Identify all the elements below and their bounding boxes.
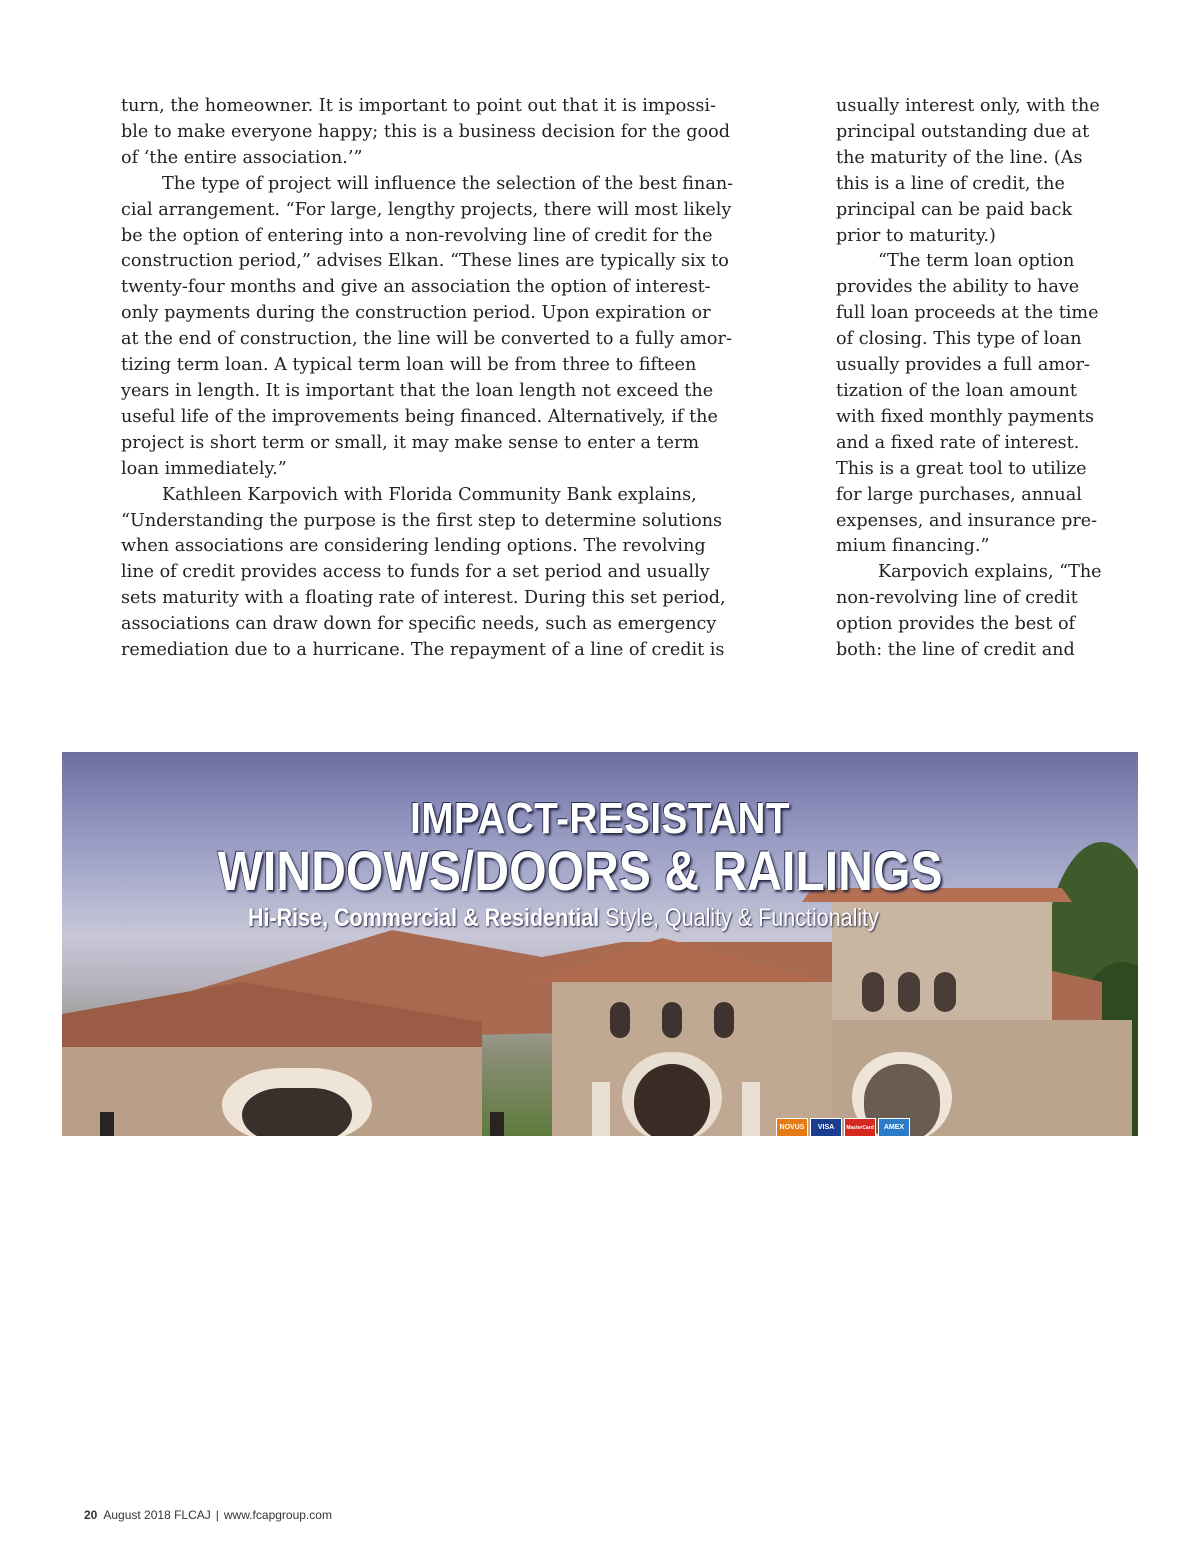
article-paragraph: [836, 249, 1126, 560]
card-novus-icon: NOVUS: [776, 1118, 808, 1136]
article-paragraph: [121, 94, 756, 172]
article-line: mium financing.”: [836, 536, 990, 557]
article-line: this is a line of credit, the: [836, 173, 1065, 194]
article-line: project is short term or small, it may make sense to enter a term: [121, 432, 700, 453]
article-line: of closing. This type of loan: [836, 329, 1082, 350]
article-line: option provides the best of: [836, 614, 1076, 635]
article-line: prior to maturity.): [836, 225, 996, 246]
article-line: with fixed monthly payments: [836, 406, 1094, 427]
article-line: principal outstanding due at: [836, 121, 1090, 142]
article-line: full loan proceeds at the time: [836, 303, 1099, 324]
article-line: principal can be paid back: [836, 199, 1073, 220]
article-line: remediation due to a hurricane. The repayment of a line of credit is: [121, 640, 725, 661]
article-paragraph: [836, 94, 1126, 249]
article-line: This is a great tool to utilize: [836, 458, 1087, 479]
article-line: sets maturity with a floating rate of interest. During this set period,: [121, 588, 726, 609]
ad-subheadline-bold: Hi-Rise, Commercial & Residential: [248, 904, 600, 932]
card-mastercard-icon: MasterCard: [844, 1118, 876, 1136]
article-line: expenses, and insurance pre-: [836, 510, 1098, 531]
article-line: loan immediately.”: [121, 458, 287, 479]
article-left-column: [121, 94, 756, 664]
footer-website-link[interactable]: www.fcapgroup.com: [223, 1508, 332, 1522]
ad-headline-2: WINDOWS/DOORS & RAILINGS: [217, 839, 943, 902]
article-line: at the end of construction, the line will be converted to a fully amor-: [121, 329, 732, 350]
footer-separator: |: [215, 1508, 219, 1522]
article-line: both: the line of credit and: [836, 640, 1075, 661]
page-number: 20: [84, 1508, 98, 1522]
article-line: “Understanding the purpose is the first step to determine solutions: [121, 510, 723, 531]
article-paragraph: [121, 483, 756, 664]
article-line: provides the ability to have: [836, 277, 1080, 298]
article-line: Kathleen Karpovich with Florida Community Bank explains,: [162, 484, 697, 505]
article-line: usually provides a full amor-: [836, 355, 1090, 376]
article-line: line of credit provides access to funds for a set period and usually: [121, 562, 710, 583]
article-line: years in length. It is important that the loan length not exceed the: [121, 380, 714, 401]
article-line: twenty-four months and give an association the option of interest-: [121, 277, 711, 298]
article-paragraph: [836, 560, 1126, 664]
article-line: usually interest only, with the: [836, 96, 1100, 116]
article-line: and a fixed rate of interest.: [836, 432, 1080, 453]
article-line: when associations are considering lending options. The revolving: [121, 536, 706, 557]
article-line: cial arrangement. “For large, lengthy projects, there will most likely: [121, 199, 732, 220]
ad-headline-1: IMPACT-RESISTANT: [410, 794, 790, 843]
card-visa-icon: VISA: [810, 1118, 842, 1136]
article-line: tization of the loan amount: [836, 380, 1077, 401]
article-line: associations can draw down for specific needs, such as emergency: [121, 614, 717, 635]
ad-subheadline: [248, 904, 879, 933]
article-line: turn, the homeowner. It is important to point out that it is impossi-: [121, 96, 716, 116]
page-footer: [84, 1508, 332, 1522]
article-line: of ‘the entire association.’”: [121, 147, 363, 168]
article-line: “The term loan option: [878, 251, 1075, 272]
article-line: Karpovich explains, “The: [878, 562, 1102, 583]
article-line: construction period,” advises Elkan. “These lines are typically six to: [121, 251, 729, 272]
article-line: tizing term loan. A typical term loan will be from three to fifteen: [121, 355, 697, 376]
advertisement: [62, 752, 1138, 1136]
article-line: The type of project will influence the selection of the best finan-: [162, 173, 734, 194]
article-line: useful life of the improvements being financed. Alternatively, if the: [121, 406, 718, 427]
article-line: non-revolving line of credit: [836, 588, 1078, 609]
article-line: for large purchases, annual: [836, 484, 1082, 505]
card-amex-icon: AMEX: [878, 1118, 910, 1136]
article-line: be the option of entering into a non-revolving line of credit for the: [121, 225, 713, 246]
footer-issue: August 2018 FLCAJ: [103, 1508, 211, 1522]
ad-subheadline-rest: Style, Quality & Functionality: [599, 904, 879, 932]
article-line: only payments during the construction period. Upon expiration or: [121, 303, 711, 324]
article-line: ble to make everyone happy; this is a business decision for the good: [121, 121, 731, 142]
article-right-column: [836, 94, 1126, 664]
article-line: the maturity of the line. (As: [836, 147, 1083, 168]
article-paragraph: [121, 172, 756, 483]
